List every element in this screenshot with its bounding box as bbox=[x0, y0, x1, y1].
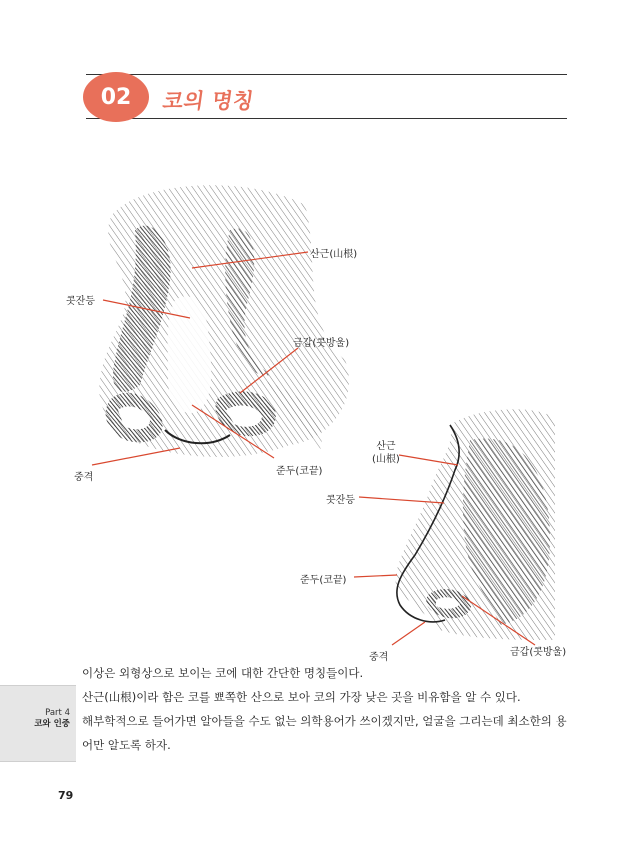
label-side-geumgap: 금갑(콧방울) bbox=[510, 647, 567, 658]
label-front-jundu: 준두(코끝) bbox=[276, 466, 323, 477]
body-line: 어만 알도록 하자. bbox=[82, 738, 171, 752]
section-title: 코의 명칭 bbox=[161, 89, 256, 113]
side-tab-part: Part 4 bbox=[45, 708, 70, 718]
body-line: 이상은 외형상으로 보이는 코에 대한 간단한 명칭들이다. bbox=[82, 666, 364, 680]
label-front-geumgap: 금갑(콧방울) bbox=[293, 338, 350, 349]
body-line: 산근(山根)이라 함은 코를 뾰쪽한 산으로 보아 코의 가장 낮은 곳을 비유함을 알 수 있다. bbox=[82, 690, 521, 704]
label-front-sangeun: 산근(山根) bbox=[310, 249, 358, 260]
body-text bbox=[82, 661, 577, 757]
body-line: 해부학적으로 들어가면 알아들을 수도 없는 의학용어가 쓰이겠지만, 얼굴을 그리는데 최소한의 용 bbox=[82, 714, 567, 728]
page-number: 79 bbox=[58, 789, 74, 802]
label-side-sangeun-line2: (山根) bbox=[372, 454, 400, 465]
section-number: 02 bbox=[100, 84, 132, 110]
label-side-sangeun bbox=[372, 440, 400, 466]
label-side-jundu: 준두(코끝) bbox=[300, 575, 347, 586]
label-side-kotjandeung: 콧잔등 bbox=[326, 495, 355, 506]
label-side-jungyeok: 중격 bbox=[369, 652, 389, 663]
front-nose-drawing bbox=[99, 185, 349, 457]
label-front-jungyeok: 중격 bbox=[74, 472, 94, 483]
side-tab-title: 코와 인중 bbox=[34, 719, 70, 729]
label-front-kotjandeung: 콧잔등 bbox=[66, 296, 95, 307]
chapter-side-tab bbox=[0, 685, 76, 762]
label-side-sangeun-line1: 산근 bbox=[376, 441, 396, 452]
